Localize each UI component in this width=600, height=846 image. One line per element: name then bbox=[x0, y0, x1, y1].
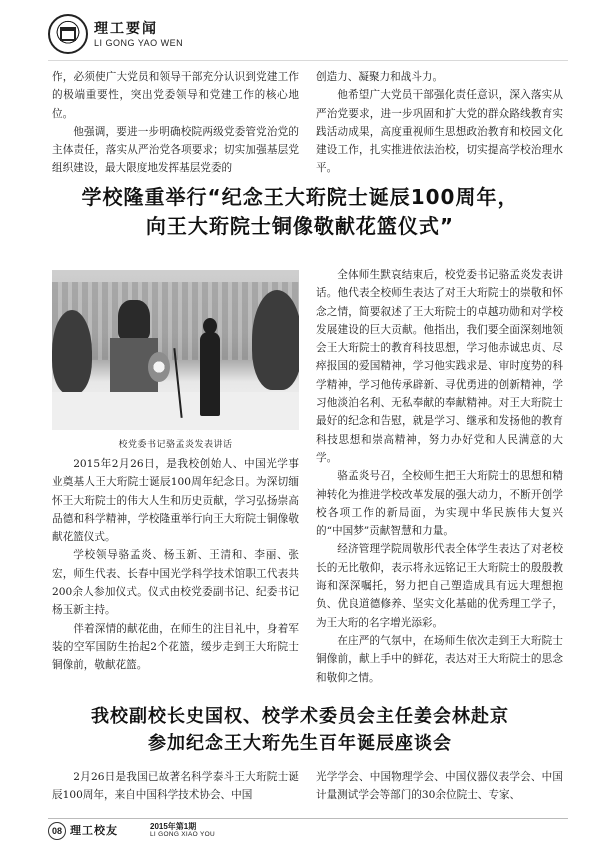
article1-paragraph: 经济管理学院周敬彤代表全体学生表达了对老校长的无比敬仰，表示将永远铭记王大珩院士的殷殷教诲和深深嘱托，努力把自己塑造成具有远大理想抱负、优良道德修养、坚实文化基础的优秀理工学子，为王大珩的名字增光添彩。 bbox=[316, 543, 563, 629]
page-number: 08 bbox=[48, 822, 66, 840]
publication-name-en: LI GONG XIAO YOU bbox=[150, 831, 216, 838]
article2-headline bbox=[0, 703, 600, 757]
intro-right-paragraph: 创造力、凝聚力和战斗力。 bbox=[316, 71, 444, 83]
university-seal-icon bbox=[48, 14, 88, 54]
article1-headline-line: 学校隆重举行“纪念王大珩院士诞辰100周年， bbox=[81, 185, 519, 209]
photo-caption: 校党委书记骆孟炎发表讲话 bbox=[118, 440, 233, 450]
intro-right-column bbox=[316, 68, 563, 178]
article1-paragraph: 全体师生默哀结束后，校党委书记骆孟炎发表讲话。他代表全校师生表达了对王大珩院士的崇敬和怀念之情，简要叙述了王大珩院士的卓越功勋和对学校发展建设的巨大贡献。他指出，我们要全面深刻地领会王大珩院士的教育科技思想，学习他赤诚忠贞、尽瘁报国的爱国精神，学习他实践求是、审时度势的科学精神，学习他传承辟新、寻优勇进的创新精神，学习他淡泊名利、无私奉献的奉献精神。对王大珩院士最好的纪念和告慰，就是学习、继承和发扬他的教育科技思想和崇高精神，努力办好党和人民满意的大学。 bbox=[316, 269, 563, 464]
ceremony-photo bbox=[52, 270, 299, 430]
intro-left-paragraph: 作，必须使广大党员和领导干部充分认识到党建工作的极端重要性，突出党委领导和党建工作的核心地位。 bbox=[52, 71, 299, 120]
article2-headline-line: 参加纪念王大珩先生百年诞辰座谈会 bbox=[148, 733, 452, 754]
intro-left-paragraph: 他强调，要进一步明确校院两级党委管党治党的主体责任，落实从严治党各项要求；切实加强基层党组织建设，最大限度地发挥基层党委的 bbox=[52, 125, 299, 175]
article1-headline bbox=[0, 183, 600, 241]
article1-paragraph: 在庄严的气氛中，在场师生依次走到王大珩院士铜像前，献上手中的鲜花，表达对王大珩院士的思念和敬仰之情。 bbox=[316, 634, 563, 684]
footer-divider bbox=[48, 818, 568, 819]
publication-name: 理工校友 bbox=[70, 824, 118, 837]
article2-left-column bbox=[52, 768, 299, 805]
article1-paragraph: 伴着深情的献花曲，在师生的注目礼中，身着军装的空军国防生抬起2个花篮，缓步走到王大珩院士铜像前，敬献花篮。 bbox=[52, 622, 299, 672]
article2-paragraph: 2月26日是我国已故著名科学泰斗王大珩院士诞辰100周年，来自中国科学技术协会、中国 bbox=[52, 771, 299, 802]
intro-left-column bbox=[52, 68, 299, 178]
article2-right-column bbox=[316, 768, 563, 805]
page-footer bbox=[48, 818, 568, 840]
section-subtitle: LI GONG YAO WEN bbox=[94, 38, 184, 48]
article1-left-column bbox=[52, 455, 299, 675]
section-title: 理工要闻 bbox=[94, 21, 158, 37]
intro-right-paragraph: 他希望广大党员干部强化责任意识，深入落实从严治党要求，进一步巩固和扩大党的群众路线教育实践活动成果，高度重视师生思想政治教育和校园文化建设工作，扎实推进依法治校，切实提高学校治理水平。 bbox=[316, 89, 563, 175]
article1-paragraph: 学校领导骆孟炎、杨玉新、王清和、李丽、张宏，师生代表、长春中国光学科学技术馆职工代表共200余人参加仪式。仪式由校党委副书记、纪委书记杨玉新主持。 bbox=[52, 549, 299, 617]
article1-headline-line: 向王大珩院士铜像敬献花篮仪式” bbox=[145, 214, 455, 238]
article1-right-column bbox=[316, 266, 563, 687]
issue-label: 2015年第1期 bbox=[150, 822, 197, 831]
article2-paragraph: 光学学会、中国物理学会、中国仪器仪表学会、中国计量测试学会等部门的30余位院士、专家、 bbox=[316, 771, 563, 802]
header-divider bbox=[48, 60, 568, 61]
article1-paragraph: 2015年2月26日，是我校创始人、中国光学事业奠基人王大珩院士诞辰100周年纪念日。为深切缅怀王大珩院士的伟大人生和历史贡献，学习弘扬崇高品德和科学精神，学校隆重举行向王大珩院士铜像敬献花篮仪式。 bbox=[52, 458, 299, 544]
article1-paragraph: 骆孟炎号召，全校师生把王大珩院士的思想和精神转化为推进学校改革发展的强大动力，不断开创学校各项工作的新局面，为实现中华民族伟大复兴的“中国梦”贡献智慧和力量。 bbox=[316, 470, 563, 538]
article2-headline-line: 我校副校长史国权、校学术委员会主任姜会林赴京 bbox=[91, 706, 509, 727]
page-header bbox=[48, 14, 568, 66]
